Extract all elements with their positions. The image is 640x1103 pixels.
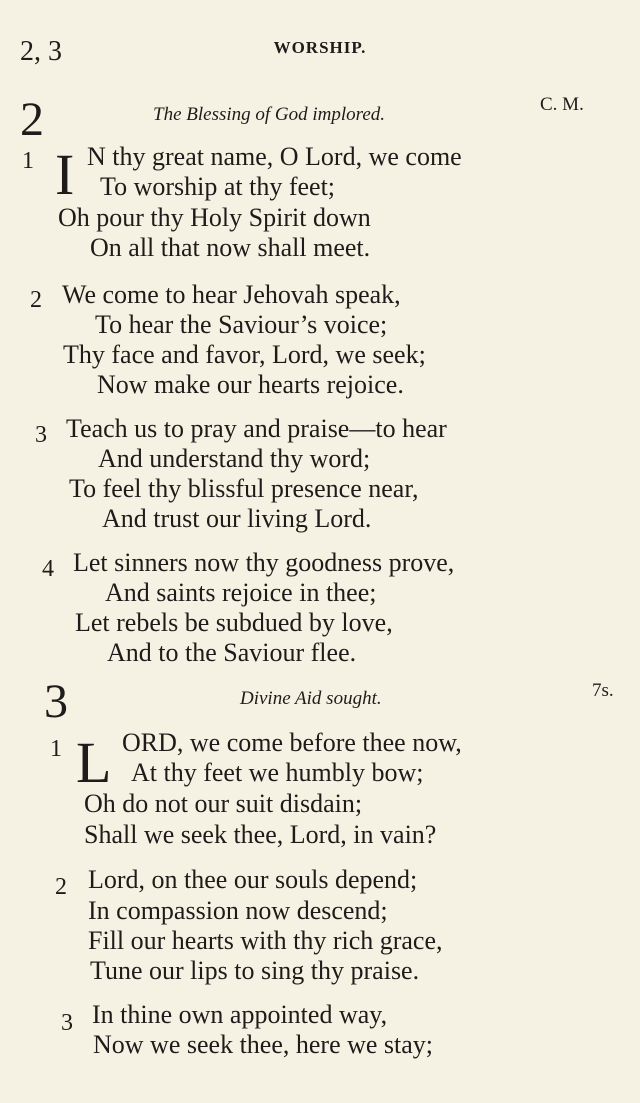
- hymn-number: 2: [20, 93, 44, 146]
- verse-number: 1: [50, 736, 62, 762]
- verse-line: We come to hear Jehovah speak,: [62, 280, 401, 309]
- drop-cap: L: [76, 730, 112, 795]
- verse-line: To feel thy blissful presence near,: [69, 474, 419, 503]
- verse-number: 2: [55, 874, 67, 900]
- section-title: WORSHIP.: [273, 38, 367, 57]
- verse-line: At thy feet we humbly bow;: [131, 758, 424, 787]
- verse-line: To hear the Saviour’s voice;: [95, 310, 388, 339]
- page-number: 2, 3: [20, 36, 62, 67]
- hymn-title: The Blessing of God implored.: [153, 104, 386, 125]
- verse-line: And saints rejoice in thee;: [105, 578, 377, 607]
- verse-line: Let rebels be subdued by love,: [75, 608, 393, 637]
- hymn-meter: C. M.: [540, 94, 584, 115]
- verse-line: On all that now shall meet.: [90, 233, 371, 262]
- verse-line: And to the Saviour flee.: [107, 638, 357, 667]
- verse-line: N thy great name, O Lord, we come: [87, 142, 462, 171]
- verse-number: 3: [61, 1010, 73, 1036]
- verse-line: And understand thy word;: [98, 444, 371, 473]
- verse-line: ORD, we come before thee now,: [122, 728, 462, 757]
- verse-line: Oh do not our suit disdain;: [84, 789, 363, 818]
- verse-line: And trust our living Lord.: [102, 504, 372, 533]
- verse-line: Oh pour thy Holy Spirit down: [58, 203, 371, 232]
- verse-number: 2: [30, 287, 42, 313]
- verse-line: Shall we seek thee, Lord, in vain?: [84, 820, 437, 849]
- verse-line: Thy face and favor, Lord, we seek;: [63, 340, 426, 369]
- verse-line: Tune our lips to sing thy praise.: [90, 956, 420, 985]
- verse-line: Fill our hearts with thy rich grace,: [88, 926, 443, 955]
- hymn-number: 3: [44, 675, 68, 728]
- verse-line: Teach us to pray and praise—to hear: [66, 414, 447, 443]
- verse-line: In compassion now descend;: [88, 896, 388, 925]
- hymn-meter: 7s.: [592, 680, 614, 701]
- verse-line: Lord, on thee our souls depend;: [88, 865, 418, 894]
- verse-line: Now we seek thee, here we stay;: [93, 1030, 434, 1059]
- drop-cap: I: [55, 142, 75, 207]
- verse-number: 1: [22, 148, 34, 174]
- verse-line: Now make our hearts rejoice.: [97, 370, 404, 399]
- verse-line: In thine own appointed way,: [92, 1000, 388, 1029]
- verse-line: To worship at thy feet;: [100, 172, 336, 201]
- verse-line: Let sinners now thy goodness prove,: [73, 548, 455, 577]
- verse-number: 3: [35, 422, 47, 448]
- hymn-title: Divine Aid sought.: [240, 688, 382, 709]
- verse-number: 4: [42, 556, 54, 582]
